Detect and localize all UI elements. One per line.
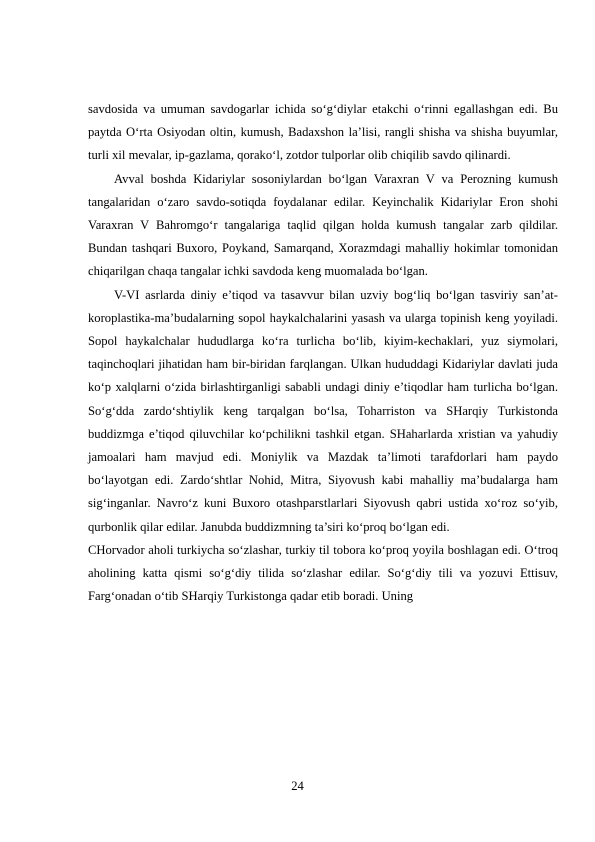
paragraph-trade: savdosida va umuman savdogarlar ichida so‘g‘diylar etakchi o‘rinni egallashgan edi. Bu paytda O‘rta Osiyodan oltin, kumush, Badaxshon la’lisi, rangli shisha va shisha buyumlar, turli xil mevalar, ip-gazlama, qorako‘l, zotdor tulporlar olib chiqilib savdo qilinardi. bbox=[88, 102, 558, 163]
paragraph-language: CHorvador aholi turkiycha so‘zlashar, turkiy til tobora ko‘proq yoyila boshlagan edi. O‘troq aholining katta qismi so‘g‘diy tilida so‘zlashar edilar. So‘g‘diy tili va yozuvi Ettisuv, Farg‘onadan o‘tib SHarqiy Turkistonga qadar etib boradi. Uning bbox=[88, 542, 558, 604]
paragraph-coins: Avval boshda Kidariylar sosoniylardan bo‘lgan Varaxran V va Perozning kumush tangalaridan o‘zaro savdo-sotiqda foydalanar edilar. Keyinchalik Kidariylar Eron shohi Varaxran V Bahromgo‘r tangalariga taqlid qilgan holda kumush tangalar zarb qildilar. Bundan tashqari Buxoro, Poykand, Samarqand, Xorazmdagi mahalliy hokimlar tomonidan chiqarilgan chaqa tangalar ichki savdoda keng muomalada bo‘lgan. bbox=[88, 171, 558, 279]
document-page bbox=[88, 98, 558, 608]
paragraph-religion: V-VI asrlarda diniy e’tiqod va tasavvur bilan uzviy bog‘liq bo‘lgan tasviriy san’at-koroplastika-ma’budalarning sopol haykalchalarini yasash va ularga topinish keng yoyiladi. Sopol haykalchalar hududlarga ko‘ra turlicha bo‘lib, kiyim-kechaklari, yuz siymolari, taqinchoqlari jihatidan ham bir-biridan farqlangan. Ulkan hududdagi Kidariylar davlati juda ko‘p xalqlarni o‘zida birlashtirganligi sababli undagi diniy e’tiqodlar ham turlicha bo‘lgan. So‘g‘dda zardo‘shtiylik keng tarqalgan bo‘lsa, Toharriston va SHarqiy Turkistonda buddizmga e’tiqod qiluvchilar ko‘pchilikni tashkil etgan. SHaharlarda xristian va yahudiy jamoalari ham mavjud edi. Moniylik va Mazdak ta’limoti tarafdorlari ham paydo bo‘layotgan edi. Zardo‘shtlar Nohid, Mitra, Siyovush kabi mahalliy ma’budalarga ham sig‘inganlar. Navro‘z kuni Buxoro otashparstlarlari Siyovush qabri ustida xo‘roz so‘yib, qurbonlik qilar edilar. Janubda buddizmning ta’siri ko‘proq bo‘lgan edi. bbox=[88, 287, 558, 534]
page-number: 24 bbox=[291, 779, 304, 793]
